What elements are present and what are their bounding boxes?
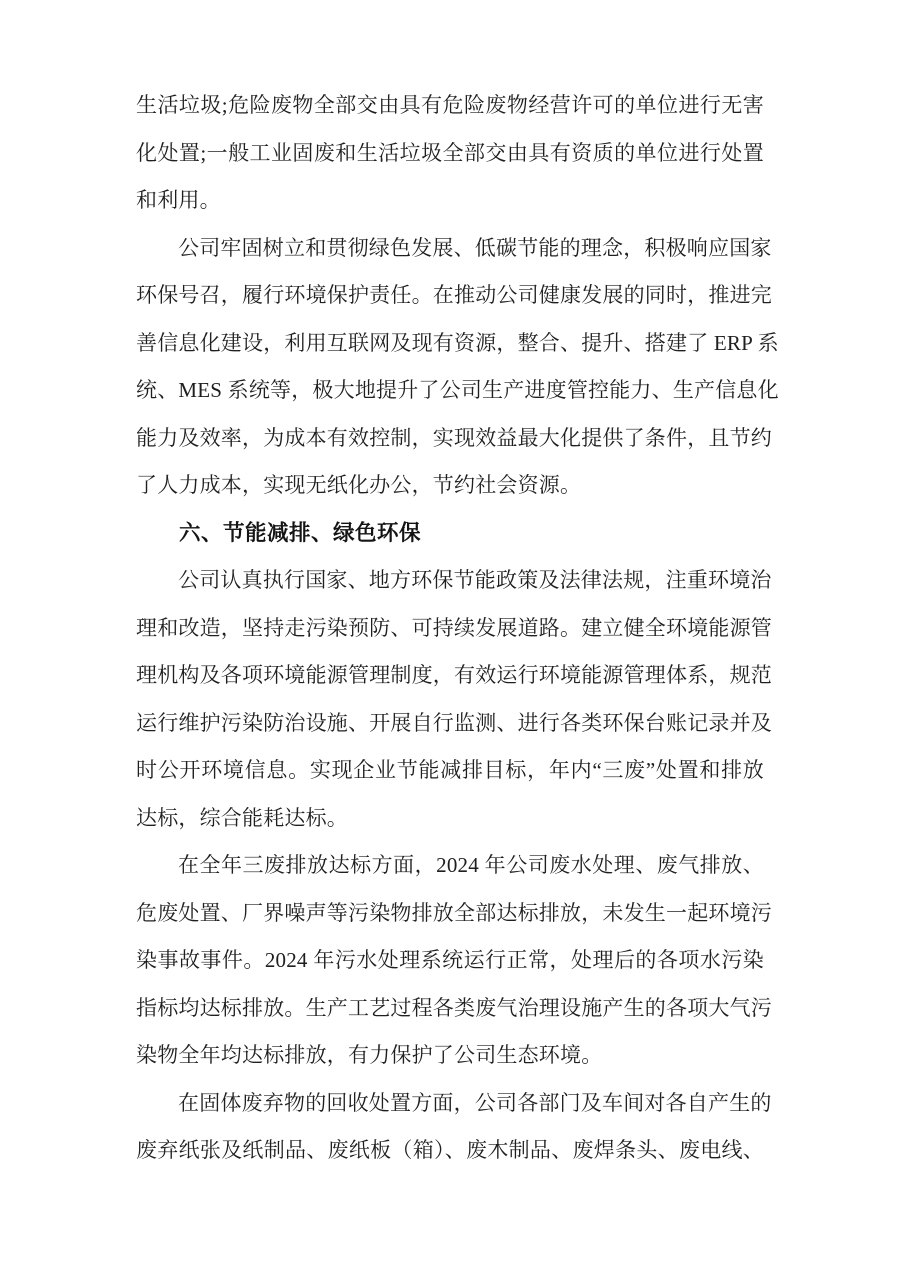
- text-line: 和利用。: [136, 188, 221, 212]
- text-line: 统、MES 系统等，极大地提升了公司生产进度管控能力、生产信息化: [136, 378, 779, 402]
- text-line: 了人力成本，实现无纸化办公，节约社会资源。: [136, 473, 582, 497]
- text-line: 达标，综合能耗达标。: [136, 805, 348, 830]
- text-line: 废弃纸张及纸制品、废纸板（箱）、废木制品、废焊条头、废电线、: [136, 1138, 764, 1162]
- text-line: 化处置;一般工业固废和生活垃圾全部交由具有资质的单位进行处置: [136, 140, 764, 165]
- text-line: 公司牢固树立和贯彻绿色发展、低碳节能的理念，积极响应国家: [178, 235, 772, 260]
- text-line: 危废处置、厂界噪声等污染物排放全部达标排放，未发生一起环境污: [136, 900, 772, 925]
- text-line: 生活垃圾;危险废物全部交由具有危险废物经营许可的单位进行无害: [136, 93, 764, 117]
- text-line: 在固体废弃物的回收处置方面，公司各部门及车间对各自产生的: [178, 1090, 772, 1115]
- text-line: 在全年三废排放达标方面，2024 年公司废水处理、废气排放、: [178, 853, 764, 877]
- paragraph: [136, 842, 772, 1080]
- text-line: 善信息化建设，利用互联网及现有资源，整合、提升、搭建了 ERP 系: [136, 330, 779, 355]
- section-heading: 六、节能减排、绿色环保: [179, 520, 422, 545]
- paragraph: [136, 82, 764, 225]
- text-line: 能力及效率，为成本有效控制，实现效益最大化提供了条件，且节约: [136, 425, 772, 450]
- document-content: [136, 82, 779, 1175]
- text-line: 染事故事件。2024 年污水处理系统运行正常，处理后的各项水污染: [136, 948, 764, 972]
- paragraph: [136, 225, 779, 510]
- text-line: 理和改造，坚持走污染预防、可持续发展道路。建立健全环境能源管: [136, 615, 772, 640]
- paragraph: [136, 557, 772, 842]
- text-line: 时公开环境信息。实现企业节能减排目标，年内“三废”处置和排放: [136, 758, 764, 782]
- text-line: 理机构及各项环境能源管理制度，有效运行环境能源管理体系，规范: [136, 663, 772, 687]
- text-line: 运行维护污染防治设施、开展自行监测、进行各类环保台账记录并及: [136, 710, 772, 735]
- text-line: 环保号召，履行环境保护责任。在推动公司健康发展的同时，推进完: [136, 283, 772, 307]
- text-line: 指标均达标排放。生产工艺过程各类废气治理设施产生的各项大气污: [136, 995, 772, 1020]
- text-line: 公司认真执行国家、地方环保节能政策及法律法规，注重环境治: [178, 568, 772, 592]
- paragraph: [136, 1080, 772, 1175]
- text-line: 染物全年均达标排放，有力保护了公司生态环境。: [136, 1043, 603, 1067]
